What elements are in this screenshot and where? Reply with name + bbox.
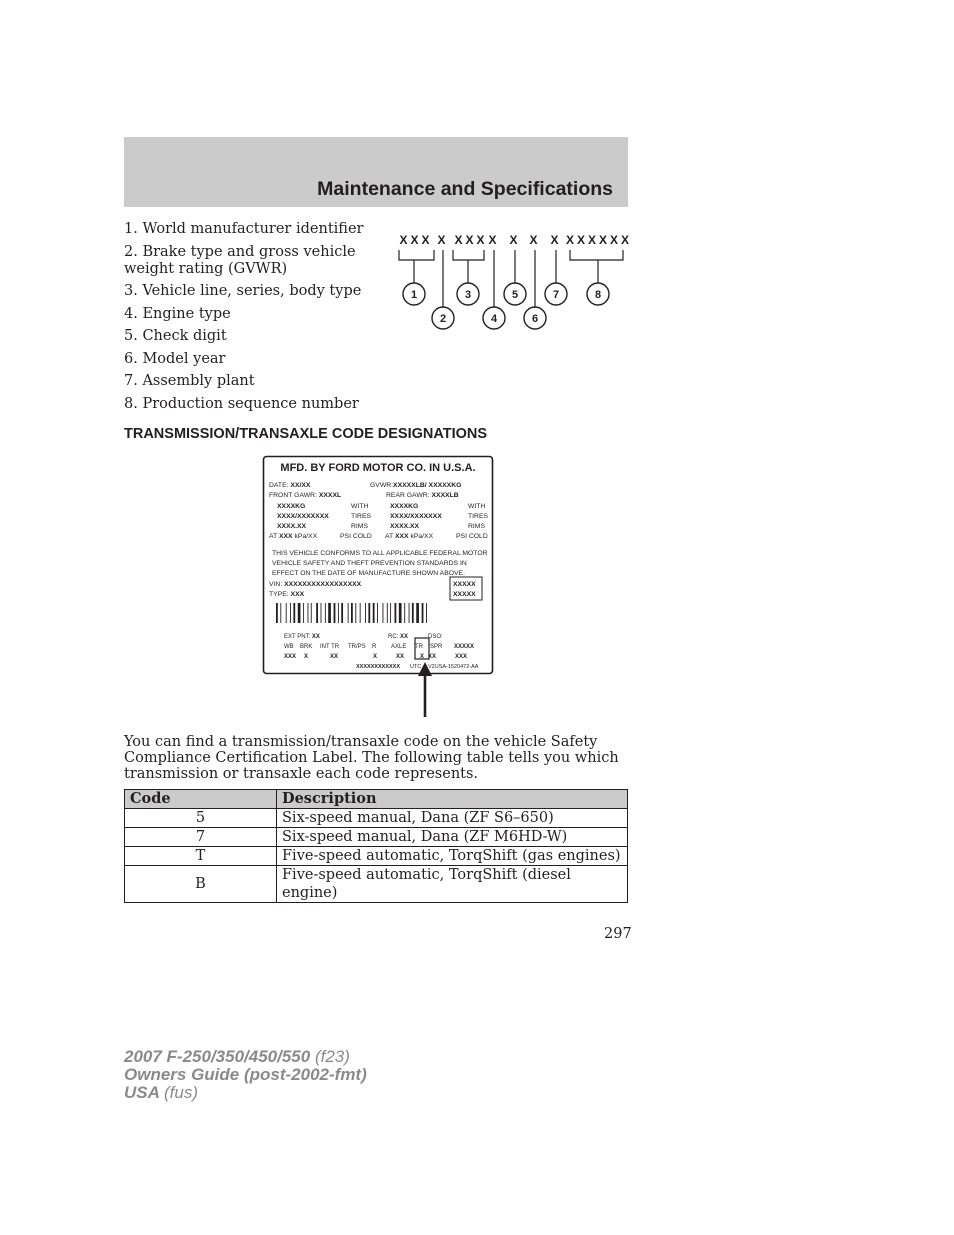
label-head-tr: TR bbox=[415, 644, 423, 650]
label-head-int-tr: INT TR bbox=[320, 644, 340, 650]
label-dso-label: DSO: bbox=[428, 634, 443, 640]
vin-callouts bbox=[403, 283, 609, 329]
label-head-brk: BRK bbox=[300, 644, 313, 650]
label-val-brk: X bbox=[304, 654, 309, 660]
barcode-bar bbox=[395, 603, 397, 623]
barcode-bar bbox=[390, 603, 391, 623]
label-rear-gawr-value: XXXXLB bbox=[431, 492, 459, 499]
vin-legend-list bbox=[124, 221, 364, 418]
vin-group-2: X bbox=[437, 233, 449, 247]
list-item: 6. Model year bbox=[124, 350, 226, 367]
callout-2: 2 bbox=[439, 313, 447, 325]
label-head-r: R bbox=[372, 644, 377, 650]
label-rear-tires: TIRES bbox=[468, 513, 489, 520]
label-vin-value: XXXXXXXXXXXXXXXXX bbox=[284, 581, 362, 588]
label-conform-line-2: VEHICLE SAFETY AND THEFT PREVENTION STANDARDS IN bbox=[272, 560, 467, 567]
vin-group-6: X bbox=[529, 233, 541, 247]
certification-label-figure bbox=[262, 455, 497, 720]
label-bottom-code: XXXXXXXXXXXX bbox=[356, 664, 401, 670]
description-cell: Six-speed manual, Dana (ZF S6–650) bbox=[277, 809, 628, 828]
barcode-bar bbox=[298, 603, 301, 623]
column-header-description: Description bbox=[277, 790, 628, 809]
label-conform-line-3: EFFECT ON THE DATE OF MANUFACTURE SHOWN ABOVE. bbox=[272, 570, 465, 577]
footer-guide: Owners Guide (post-2002-fmt) bbox=[124, 1065, 367, 1084]
table-header-row bbox=[125, 790, 628, 809]
vin-group-8: XXXXXX bbox=[565, 233, 633, 247]
label-rear-at-value: XXX bbox=[394, 533, 409, 540]
vin-group-5: X bbox=[509, 233, 521, 247]
callout-1: 1 bbox=[410, 289, 418, 301]
barcode-bar bbox=[412, 603, 414, 623]
label-rear-kg: XXXXKG bbox=[390, 503, 419, 510]
label-part-number: V2USA-1520472-AA bbox=[428, 664, 479, 670]
list-item: 7. Assembly plant bbox=[124, 373, 255, 389]
label-front-kg: XXXXKG bbox=[277, 503, 306, 510]
label-rc-value: XX bbox=[400, 634, 409, 640]
page-number: 297 bbox=[604, 926, 632, 942]
barcode-bar bbox=[286, 603, 287, 623]
label-ext-pnt-label: EXT PNT: bbox=[284, 634, 311, 640]
code-cell: T bbox=[125, 847, 277, 866]
barcode-bar bbox=[377, 603, 378, 623]
vin-group-7: X bbox=[550, 233, 562, 247]
svg-text:AT XXX kPa/XX bbox=[385, 533, 434, 540]
list-item: 3. Vehicle line, series, body type bbox=[124, 283, 362, 299]
list-item: 8. Production sequence number bbox=[124, 395, 359, 412]
label-val-wb: XXX bbox=[284, 654, 297, 660]
vin-group-3: XXX bbox=[454, 233, 488, 247]
label-rc-label: RC: bbox=[388, 634, 399, 640]
vin-group-4: X bbox=[488, 233, 500, 247]
barcode-bar bbox=[416, 603, 419, 623]
label-val-axle: XX bbox=[396, 654, 405, 660]
barcode-bar bbox=[426, 603, 427, 623]
barcode-bar bbox=[368, 603, 370, 623]
label-box-bottom: XXXXX bbox=[453, 591, 476, 598]
barcode-bar bbox=[373, 603, 375, 623]
label-head-wb: WB bbox=[284, 644, 294, 650]
footer-line-2 bbox=[124, 1066, 367, 1084]
svg-text:FRONT GAWR: XXXXL bbox=[269, 492, 341, 499]
label-rear-at: AT bbox=[385, 533, 394, 540]
barcode-bar bbox=[293, 603, 295, 623]
barcode-bar bbox=[365, 603, 366, 623]
barcode-bar bbox=[316, 603, 318, 623]
list-item: 4. Engine type bbox=[124, 305, 231, 322]
callout-6: 6 bbox=[531, 313, 539, 325]
description-cell: Six-speed manual, Dana (ZF M6HD-W) bbox=[277, 828, 628, 847]
label-rear-gawr-label: REAR GAWR: bbox=[386, 492, 430, 499]
svg-text:VIN: XXXXXXXXXXXXXXXXX bbox=[269, 581, 362, 588]
label-type-value: XXX bbox=[290, 591, 305, 598]
column-header-code: Code bbox=[125, 790, 277, 809]
svg-text:REAR GAWR: XXXXLB bbox=[386, 492, 459, 499]
label-front-tires: TIRES bbox=[351, 513, 372, 520]
barcode-bar bbox=[321, 603, 322, 623]
label-rear-psi: PSI COLD bbox=[456, 533, 488, 540]
label-val-int-tr: XX bbox=[330, 654, 339, 660]
svg-text:AT XXX kPa/XX bbox=[269, 533, 318, 540]
label-front-gawr-value: XXXXL bbox=[318, 492, 342, 499]
barcode-bar bbox=[360, 603, 361, 623]
barcode-bar bbox=[409, 603, 410, 623]
barcode-bar bbox=[341, 603, 343, 623]
label-val-tr: X bbox=[420, 654, 425, 660]
label-front-rims: RIMS bbox=[351, 523, 368, 530]
label-date-value: XX/XX bbox=[290, 482, 311, 489]
label-front-with: WITH bbox=[351, 503, 369, 510]
callout-3: 3 bbox=[464, 289, 472, 301]
barcode-bar bbox=[399, 603, 402, 623]
label-front-rim: XXXX.XX bbox=[277, 523, 307, 530]
callout-5: 5 bbox=[511, 289, 519, 301]
label-bottom-utc: UTC bbox=[410, 664, 422, 670]
label-val-spr: XX bbox=[428, 654, 437, 660]
footer-market: USA bbox=[124, 1083, 160, 1102]
callout-8: 8 bbox=[594, 289, 602, 301]
barcode-bar bbox=[325, 603, 326, 623]
label-rear-tire: XXXX/XXXXXXX bbox=[390, 513, 442, 520]
svg-text:TYPE: XXX bbox=[269, 591, 305, 598]
svg-text:DATE: XX/XX bbox=[269, 482, 311, 489]
code-cell: 5 bbox=[125, 809, 277, 828]
label-vin-label: VIN: bbox=[269, 581, 283, 588]
label-conform-line-1: THIS VEHICLE CONFORMS TO ALL APPLICABLE FEDERAL MOTOR bbox=[272, 550, 488, 557]
barcode-bar bbox=[303, 603, 304, 623]
label-head-spr: SPR bbox=[430, 644, 443, 650]
code-cell: 7 bbox=[125, 828, 277, 847]
label-front-at-value: XXX bbox=[278, 533, 293, 540]
barcode-bar bbox=[348, 603, 349, 623]
label-rear-rims: RIMS bbox=[468, 523, 485, 530]
footer-model: 2007 F-250/350/450/550 bbox=[124, 1047, 311, 1066]
vin-group-1: XXX bbox=[399, 233, 433, 247]
description-cell: Five-speed automatic, TorqShift (diesel engine) bbox=[277, 866, 628, 903]
barcode-bar bbox=[334, 603, 336, 623]
callout-7: 7 bbox=[552, 289, 560, 301]
barcode-bar bbox=[311, 603, 312, 623]
label-head-code: XXXXX bbox=[454, 644, 475, 650]
barcode-bar bbox=[422, 603, 424, 623]
footer-line-1 bbox=[124, 1048, 367, 1066]
header-band bbox=[124, 137, 628, 207]
table-row bbox=[125, 847, 628, 866]
barcode-bar bbox=[328, 603, 331, 623]
code-cell: B bbox=[125, 866, 277, 903]
label-gvwr-value: XXXXXLB/ XXXXXKG bbox=[393, 482, 462, 489]
table-row bbox=[125, 866, 628, 903]
document-footer bbox=[124, 1048, 367, 1102]
table-row bbox=[125, 828, 628, 847]
description-cell: Five-speed automatic, TorqShift (gas engines) bbox=[277, 847, 628, 866]
svg-text:GVWR:XXXXXLB/ XXXXXKG bbox=[370, 482, 461, 489]
footer-line-3 bbox=[124, 1084, 367, 1102]
svg-text:EXT PNT: XX bbox=[284, 634, 320, 640]
body-paragraph: You can find a transmission/transaxle code on the vehicle Safety Compliance Certification Label. The following table tells you which transmission or transaxle each code represents. bbox=[124, 734, 619, 782]
label-rear-rim: XXXX.XX bbox=[390, 523, 420, 530]
label-front-psi: PSI COLD bbox=[340, 533, 372, 540]
label-front-at: AT bbox=[269, 533, 278, 540]
footer-model-code: (f23) bbox=[314, 1047, 350, 1066]
label-date-label: DATE: bbox=[269, 482, 289, 489]
label-rear-with: WITH bbox=[468, 503, 486, 510]
transmission-code-table bbox=[124, 789, 628, 903]
label-title: MFD. BY FORD MOTOR CO. IN U.S.A. bbox=[280, 462, 476, 474]
label-val-r: X bbox=[373, 654, 378, 660]
table-row bbox=[125, 809, 628, 828]
label-head-axle: AXLE bbox=[391, 644, 407, 650]
label-front-kpa: kPa/XX bbox=[294, 533, 318, 540]
vin-diagram bbox=[395, 228, 635, 338]
svg-text:RC: XX bbox=[388, 634, 408, 640]
barcode-bar bbox=[308, 603, 309, 623]
section-heading: TRANSMISSION/TRANSAXLE CODE DESIGNATIONS bbox=[124, 426, 488, 442]
list-item: 1. World manufacturer identifier bbox=[124, 221, 364, 237]
label-barcode bbox=[276, 603, 427, 623]
label-box-top: XXXXX bbox=[453, 581, 476, 588]
list-item: 5. Check digit bbox=[124, 328, 227, 344]
footer-market-code: (fus) bbox=[164, 1083, 198, 1102]
label-front-tire: XXXX/XXXXXXX bbox=[277, 513, 329, 520]
barcode-bar bbox=[387, 603, 388, 623]
barcode-bar bbox=[290, 603, 291, 623]
label-ext-pnt-value: XX bbox=[311, 634, 320, 640]
label-head-tr-ps: TR/PS bbox=[348, 644, 366, 650]
barcode-bar bbox=[338, 603, 339, 623]
label-gvwr-label: GVWR: bbox=[370, 482, 394, 489]
callout-4: 4 bbox=[490, 313, 498, 325]
barcode-bar bbox=[351, 603, 353, 623]
barcode-bar bbox=[404, 603, 405, 623]
label-front-gawr-label: FRONT GAWR: bbox=[269, 492, 317, 499]
label-type-label: TYPE: bbox=[269, 591, 289, 598]
label-rear-kpa: kPa/XX bbox=[410, 533, 434, 540]
barcode-bar bbox=[280, 603, 281, 623]
barcode-bar bbox=[276, 603, 278, 623]
barcode-bar bbox=[383, 603, 384, 623]
page-title: Maintenance and Specifications bbox=[317, 178, 613, 200]
barcode-bar bbox=[355, 603, 356, 623]
list-item: 2. Brake type and gross vehicle weight rating (GVWR) bbox=[124, 243, 356, 277]
label-val-code: XXX bbox=[455, 654, 468, 660]
